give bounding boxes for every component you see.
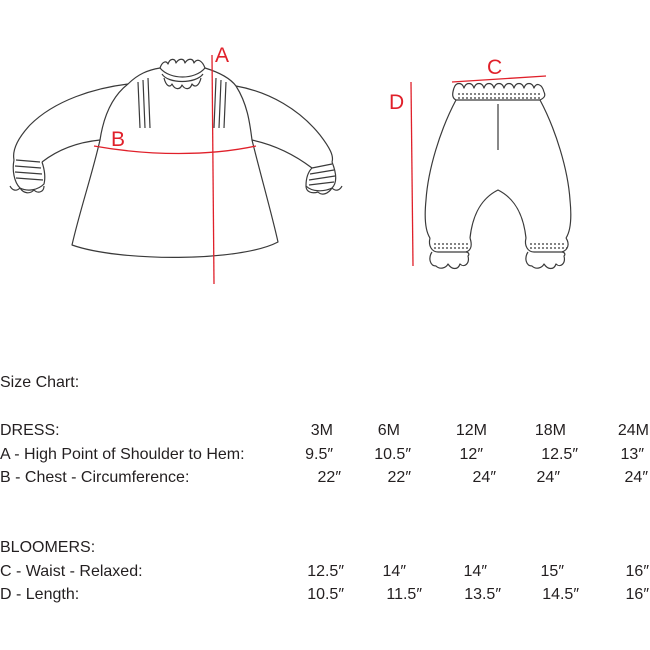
size-chart-title: Size Chart: bbox=[0, 374, 80, 391]
bloomers-row-c-value: 15″ bbox=[540, 563, 564, 580]
bloomers-row-d-value: 16″ bbox=[625, 586, 649, 603]
bloomers-row-c-value: 14″ bbox=[463, 563, 487, 580]
bloomers-row-d-value: 10.5″ bbox=[307, 586, 344, 603]
bloomers-row-d-label: D - Length: bbox=[0, 586, 80, 603]
size-header-24m: 24M bbox=[617, 422, 649, 439]
dress-row-a-value: 12″ bbox=[459, 446, 483, 463]
dress-row-b-value: 24″ bbox=[624, 469, 648, 486]
dress-row-b-label: B - Chest - Circumference: bbox=[0, 469, 190, 486]
dress-row-a-value: 10.5″ bbox=[374, 446, 411, 463]
dress-row-b-value: 22″ bbox=[317, 469, 341, 486]
garment-illustration bbox=[0, 0, 650, 300]
dress-heading: DRESS: bbox=[0, 422, 60, 439]
bloomers-outline-icon bbox=[425, 84, 571, 269]
dress-outline-icon bbox=[10, 59, 342, 257]
size-header-12m: 12M bbox=[455, 422, 487, 439]
label-c: C bbox=[487, 56, 503, 79]
label-d: D bbox=[389, 91, 405, 114]
dress-measure-lines bbox=[94, 55, 256, 284]
dress-row-a-label: A - High Point of Shoulder to Hem: bbox=[0, 446, 245, 463]
bloomers-row-c-label: C - Waist - Relaxed: bbox=[0, 563, 143, 580]
bloomers-heading: BLOOMERS: bbox=[0, 539, 96, 556]
bloomers-row-d-value: 13.5″ bbox=[464, 586, 501, 603]
size-header-6m: 6M bbox=[377, 422, 400, 439]
label-b: B bbox=[111, 128, 126, 151]
label-a: A bbox=[215, 44, 230, 67]
dress-row-a-value: 12.5″ bbox=[541, 446, 578, 463]
dress-row-b-value: 24″ bbox=[536, 469, 560, 486]
bloomers-row-c-value: 12.5″ bbox=[307, 563, 344, 580]
dress-row-a-value: 9.5″ bbox=[305, 446, 333, 463]
size-header-3m: 3M bbox=[310, 422, 333, 439]
size-header-18m: 18M bbox=[534, 422, 566, 439]
bloomers-row-c-value: 16″ bbox=[625, 563, 649, 580]
dress-row-b-value: 22″ bbox=[387, 469, 411, 486]
bloomers-row-d-value: 11.5″ bbox=[386, 586, 422, 603]
bloomers-row-c-value: 14″ bbox=[382, 563, 406, 580]
dress-row-b-value: 24″ bbox=[472, 469, 496, 486]
bloomers-row-d-value: 14.5″ bbox=[542, 586, 579, 603]
dress-row-a-value: 13″ bbox=[620, 446, 644, 463]
